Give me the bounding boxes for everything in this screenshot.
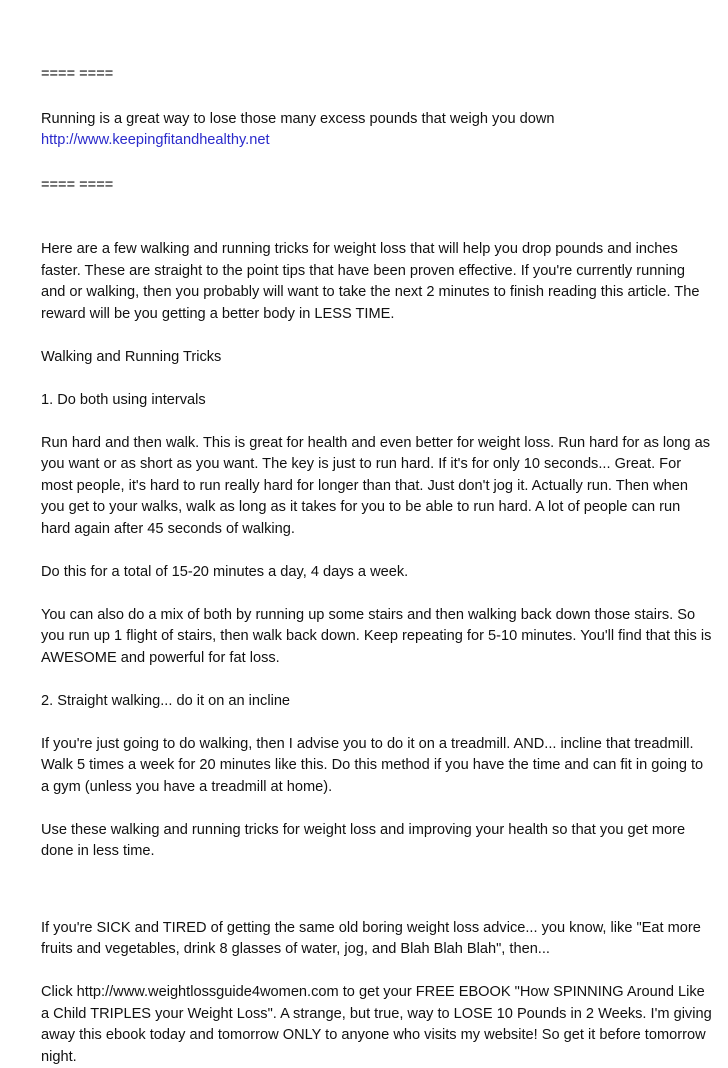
paragraph-conclusion: Use these walking and running tricks for weight loss and improving your health so that you get more done in less time. — [41, 821, 686, 859]
separator-top: ==== ==== — [41, 66, 114, 82]
paragraph-frequency: Do this for a total of 15-20 minutes a day, 4 days a week. — [41, 563, 409, 580]
paragraph-treadmill: If you're just going to do walking, then I advise you to do it on a treadmill. AND... incline that treadmill. Walk 5 times a week for 20 minutes like this. Do this method if you have the time and can fit in going to a gym (unless you have a treadmill at home). — [41, 735, 704, 795]
intro-text: Running is a great way to lose those many excess pounds that weigh you down — [41, 110, 555, 127]
step-1-heading: 1. Do both using intervals — [41, 391, 206, 408]
paragraph-stairs: You can also do a mix of both by running up some stairs and then walking back down those stairs. So you run up 1 flight of stairs, then walk back down. Keep repeating for 5-10 minutes. You'll find that this is AWESOME and powerful for fat loss. — [41, 606, 712, 666]
step-2-heading: 2. Straight walking... do it on an incline — [41, 692, 291, 709]
section-heading: Walking and Running Tricks — [41, 348, 222, 365]
paragraph-advice: If you're SICK and TIRED of getting the same old boring weight loss advice... you know, like "Eat more fruits and vegetables, drink 8 glasses of water, jog, and Blah Blah Blah", then... — [41, 919, 701, 957]
document-page — [41, 64, 713, 1068]
paragraph-intro: Here are a few walking and running tricks for weight loss that will help you drop pounds and inches faster. These are straight to the point tips that have been proven effective. If you're currently running and or walking, then you probably will want to take the next 2 minutes to finish reading this article. The reward will be you getting a better body in LESS TIME. — [41, 241, 700, 322]
separator-bottom: ==== ==== — [41, 176, 114, 193]
paragraph-ebook-offer: Click http://www.weightlossguide4women.com to get your FREE EBOOK "How SPINNING Around Like a Child TRIPLES your Weight Loss". A strange, but true, way to LOSE 10 Pounds in 2 Weeks. I'm giving away this ebook today and tomorrow ONLY to anyone who visits my website! So get it before tomorrow night. — [41, 984, 712, 1065]
paragraph-intervals: Run hard and then walk. This is great for health and even better for weight loss. Run hard for as long as you want or as short as you want. The key is just to run hard. If it's for only 10 seconds... Great. For most people, it's hard to run really hard for longer than that. Just don't jog it. Actually run. Then when you get to your walks, walk as long as it takes for you to be able to run hard. A lot of people can run hard again after 45 seconds of walking. — [41, 434, 710, 537]
site-link[interactable]: http://www.keepingfitandhealthy.net — [41, 132, 270, 148]
